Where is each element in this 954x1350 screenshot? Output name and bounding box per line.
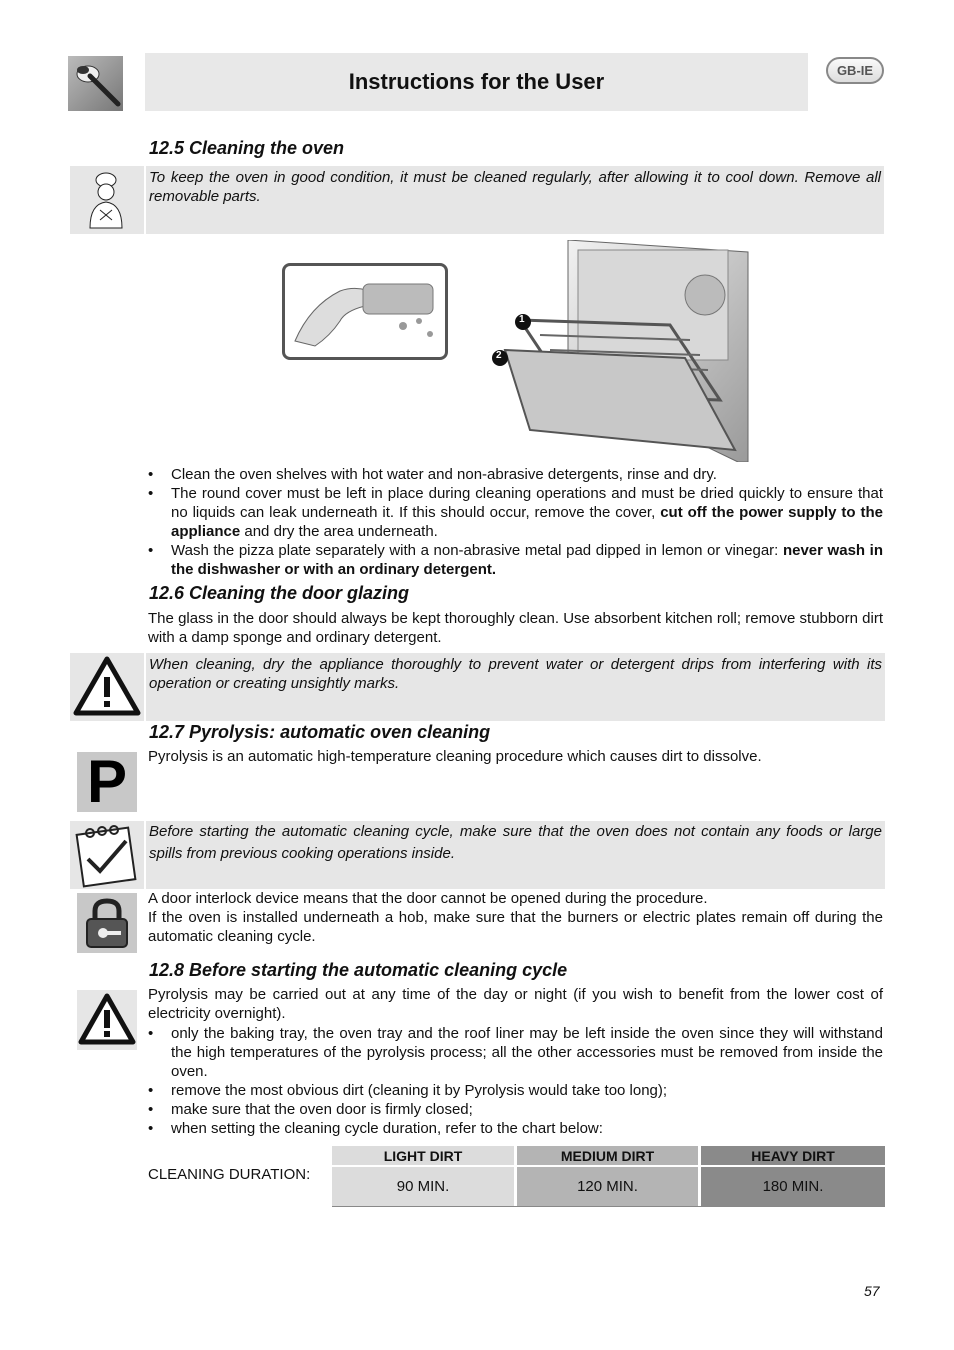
page-number: 57 (864, 1283, 880, 1299)
warning-triangle-icon (70, 653, 144, 721)
section-12-7-heading: 12.7 Pyrolysis: automatic oven cleaning (149, 722, 491, 742)
warning-triangle-icon (77, 990, 137, 1050)
header-bar (145, 53, 808, 111)
warning-icon-box-2 (77, 990, 137, 1050)
table-row-label: CLEANING DURATION: (148, 1166, 311, 1183)
list-item: • Clean the oven shelves with hot water and non-abrasive detergents, rinse and dry. (148, 465, 883, 484)
table-cell-medium: 120 MIN. (517, 1167, 698, 1206)
chef-icon-box (70, 166, 144, 234)
section-12-6-warning: When cleaning, dry the appliance thoroughly to prevent water or detergent drips from interfering with its operation or creating unsightly marks. (146, 653, 885, 721)
section-12-7-note: Before starting the automatic cleaning cycle, make sure that the oven does not contain any foods or large spills from previous cooking operations inside. (146, 821, 885, 889)
warning-icon-box (70, 653, 144, 721)
list-item: • when setting the cleaning cycle duration, refer to the chart below: (148, 1119, 883, 1138)
list-item: • only the baking tray, the oven tray and the roof liner may be left inside the oven since they will withstand the high temperatures of the pyrolysis process; all the other accessories must be removed from inside the oven. (148, 1024, 883, 1081)
section-12-5-bullets (148, 465, 883, 579)
hand-sponge-icon (285, 266, 445, 357)
parking-p-icon: P (77, 752, 137, 812)
section-12-5-heading: 12.5 Cleaning the oven (149, 138, 345, 158)
callout-shelf-number: 1 (519, 314, 525, 325)
oven-interior-illustration (490, 240, 750, 462)
section-12-6-text: The glass in the door should always be kept thoroughly clean. Use absorbent kitchen roll; remove stubborn dirt with a damp sponge and ordinary detergent. (148, 610, 883, 646)
table-header-medium: MEDIUM DIRT (517, 1146, 698, 1165)
section-12-6-heading: 12.6 Cleaning the door glazing (149, 583, 410, 603)
table-cell-light: 90 MIN. (332, 1167, 514, 1206)
table-cell-heavy: 180 MIN. (701, 1167, 885, 1206)
padlock-icon (77, 893, 137, 953)
page-header-title: Instructions for the User (348, 69, 605, 94)
table-bottom-rule (332, 1206, 885, 1207)
section-12-8-intro: Pyrolysis may be carried out at any time of the day or night (if you wish to benefit from the lower cost of electricity overnight). (148, 986, 883, 1022)
chef-spoon-logo-icon (68, 56, 123, 111)
section-12-7-lock-text: A door interlock device means that the door cannot be opened during the procedure. If the oven is installed underneath a hob, make sure that the burners or electric plates remain off during the automatic cleaning cycle. (148, 890, 883, 945)
lock-icon-box (77, 893, 137, 953)
checklist-icon-box (70, 821, 144, 889)
section-12-8-bullets (148, 1024, 883, 1138)
section-12-8-heading: 12.8 Before starting the automatic cleaning cycle (149, 960, 568, 980)
list-item: • The round cover must be left in place during cleaning operations and must be dried quickly to ensure that no liquids can leak underneath it. If this should occur, remove the cover, cut off the power supply to the appliance and dry the area underneath. (148, 484, 883, 541)
chef-icon (70, 166, 144, 234)
table-header-light: LIGHT DIRT (332, 1146, 514, 1165)
list-item: • Wash the pizza plate separately with a non-abrasive metal pad dipped in lemon or vinegar: never wash in the dishwasher or with an ordinary detergent. (148, 541, 883, 579)
table-header-heavy: HEAVY DIRT (701, 1146, 885, 1165)
region-badge: GB-IE (826, 57, 884, 84)
callout-tray-number: 2 (496, 350, 502, 361)
hand-cleaning-illustration (282, 263, 448, 360)
list-item: • remove the most obvious dirt (cleaning it by Pyrolysis would take too long); (148, 1081, 883, 1100)
list-item: • make sure that the oven door is firmly closed; (148, 1100, 883, 1119)
notepad-check-icon (70, 821, 144, 889)
section-12-7-text: Pyrolysis is an automatic high-temperature cleaning procedure which causes dirt to dissolve. (148, 748, 762, 765)
section-12-5-note: To keep the oven in good condition, it must be cleaned regularly, after allowing it to cool down. Remove all removable parts. (146, 166, 884, 234)
